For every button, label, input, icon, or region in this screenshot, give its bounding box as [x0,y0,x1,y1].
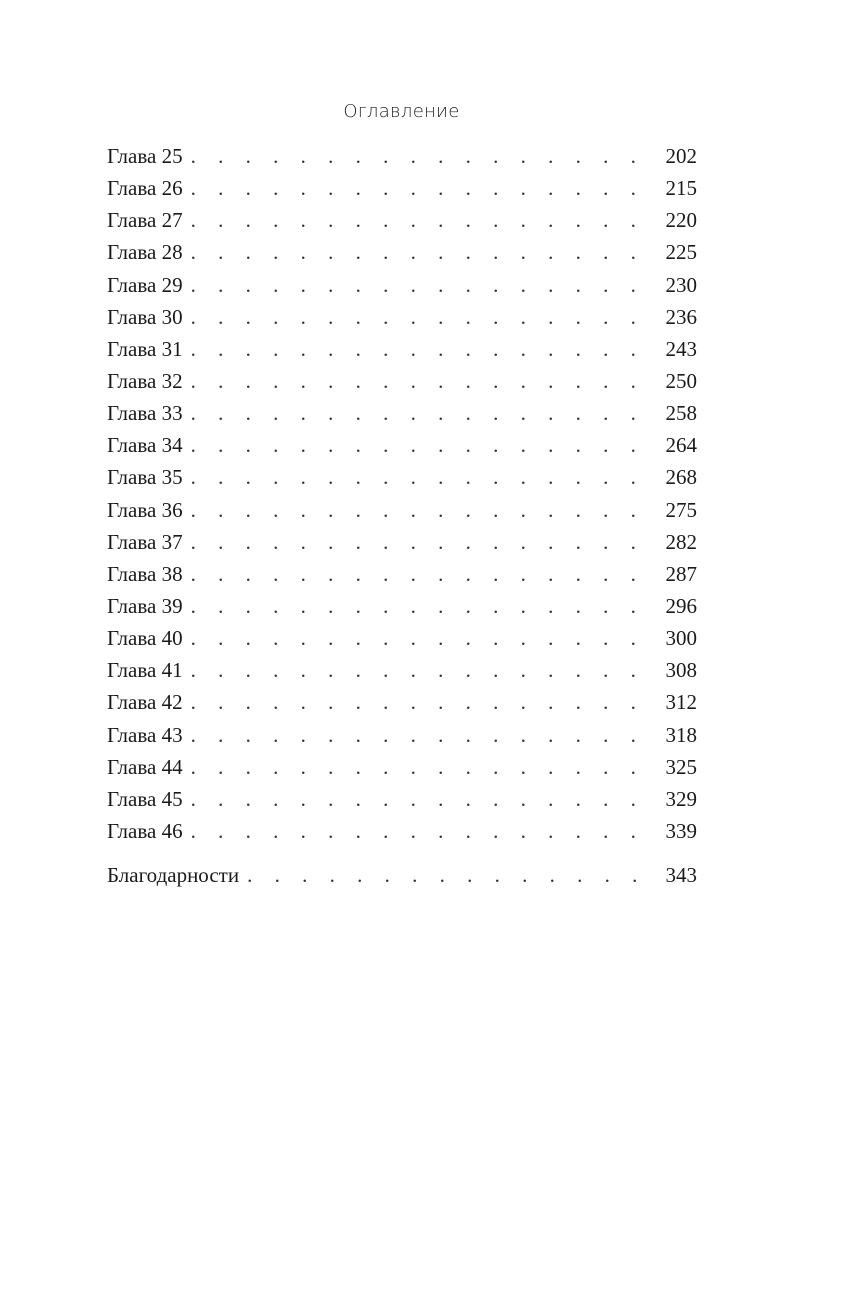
toc-entry-title: Глава 34 [107,433,183,458]
toc-entry-page: 230 [665,272,697,297]
toc-entry-page: 268 [665,465,697,490]
toc-entry-page: 282 [665,529,697,554]
toc-entry[interactable] [107,818,697,850]
table-of-contents [107,143,697,894]
toc-entry-page: 220 [665,208,697,233]
toc-entry[interactable] [107,625,697,657]
toc-entry[interactable] [107,754,697,786]
toc-entry-title: Глава 26 [107,176,183,201]
toc-entry-title: Благодарности [107,863,240,888]
toc-entry[interactable] [107,143,697,175]
toc-entry[interactable] [107,689,697,721]
toc-entry[interactable] [107,657,697,689]
dot-leader [191,689,651,715]
toc-entry-title: Глава 27 [107,208,183,233]
dot-leader [191,368,651,394]
toc-entry-page: 339 [665,818,697,843]
toc-entry[interactable] [107,207,697,239]
dot-leader [191,657,651,683]
toc-entry[interactable] [107,239,697,271]
toc-entry[interactable] [107,593,697,625]
toc-entry-page: 215 [665,176,697,201]
dot-leader [191,529,651,555]
dot-leader [191,207,651,233]
dot-leader [191,175,651,201]
dot-leader [191,722,651,748]
toc-entry[interactable] [107,561,697,593]
toc-entry-page: 343 [665,863,697,888]
dot-leader [191,432,651,458]
toc-entry[interactable] [107,722,697,754]
dot-leader [191,625,651,651]
toc-entry-page: 264 [665,433,697,458]
toc-entry-page: 287 [665,561,697,586]
toc-entry-page: 312 [665,690,697,715]
toc-entry-title: Глава 32 [107,368,183,393]
toc-entry-title: Глава 31 [107,336,183,361]
dot-leader [191,400,651,426]
toc-entry-page: 250 [665,368,697,393]
toc-entry-title: Глава 44 [107,754,183,779]
toc-entry-title: Глава 43 [107,722,183,747]
toc-entry-title: Глава 46 [107,818,183,843]
toc-entry-page: 300 [665,626,697,651]
toc-entry-title: Глава 36 [107,497,183,522]
toc-entry-title: Глава 45 [107,786,183,811]
dot-leader [191,593,651,619]
dot-leader [191,754,651,780]
toc-entry[interactable] [107,368,697,400]
toc-entry-page: 329 [665,786,697,811]
toc-entry-page: 308 [665,658,697,683]
dot-leader [191,304,651,330]
toc-entry-title: Глава 37 [107,529,183,554]
toc-entry-title: Глава 38 [107,561,183,586]
toc-entry[interactable] [107,529,697,561]
toc-entry-acknowledgements[interactable] [107,862,697,894]
dot-leader [191,818,651,844]
toc-entry-title: Глава 29 [107,272,183,297]
toc-entry-page: 275 [665,497,697,522]
toc-entry-page: 318 [665,722,697,747]
toc-entry-page: 225 [665,240,697,265]
toc-entry-page: 258 [665,401,697,426]
dot-leader [191,239,651,265]
toc-entry[interactable] [107,432,697,464]
toc-entry[interactable] [107,336,697,368]
toc-entry-title: Глава 40 [107,626,183,651]
toc-entry-title: Глава 30 [107,304,183,329]
page-title: Оглавление [343,101,460,122]
dot-leader [191,786,651,812]
toc-entry[interactable] [107,304,697,336]
toc-entry-title: Глава 33 [107,401,183,426]
toc-entry[interactable] [107,786,697,818]
toc-entry[interactable] [107,400,697,432]
toc-entry-page: 202 [665,144,697,168]
dot-leader [191,143,651,169]
dot-leader [247,862,651,888]
toc-entry-page: 296 [665,593,697,618]
toc-entry-title: Глава 39 [107,593,183,618]
toc-entry-title: Глава 41 [107,658,183,683]
toc-entry-title: Глава 28 [107,240,183,265]
toc-entry[interactable] [107,497,697,529]
toc-entry-title: Глава 25 [107,144,183,168]
dot-leader [191,464,651,490]
toc-entry[interactable] [107,464,697,496]
toc-entry-page: 243 [665,336,697,361]
toc-entry-title: Глава 35 [107,465,183,490]
dot-leader [191,561,651,587]
toc-entry-title: Глава 42 [107,690,183,715]
dot-leader [191,336,651,362]
toc-entry[interactable] [107,272,697,304]
dot-leader [191,497,651,523]
toc-entry-page: 236 [665,304,697,329]
dot-leader [191,272,651,298]
toc-entry-page: 325 [665,754,697,779]
toc-entry[interactable] [107,175,697,207]
